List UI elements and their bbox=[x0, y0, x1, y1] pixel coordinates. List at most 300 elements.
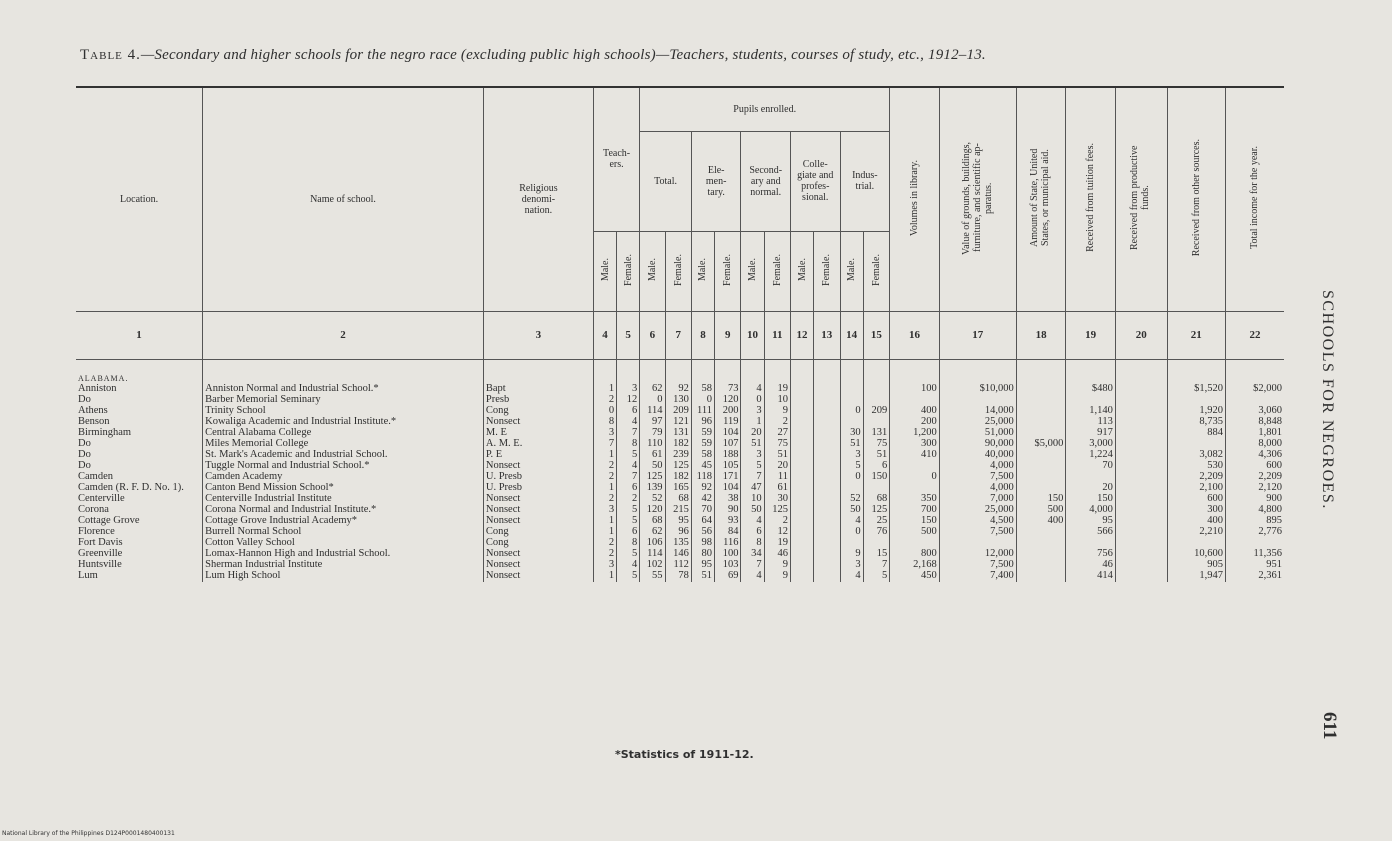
value-cell: 7,500 bbox=[939, 560, 1016, 571]
value-cell: 131 bbox=[665, 428, 691, 439]
value-cell: 79 bbox=[640, 428, 665, 439]
value-cell: 3,060 bbox=[1225, 406, 1284, 417]
value-cell: 93 bbox=[715, 516, 741, 527]
value-cell: 4,000 bbox=[939, 483, 1016, 494]
value-cell bbox=[1115, 560, 1167, 571]
col-productive: Received from productive funds. bbox=[1115, 87, 1167, 311]
denomination-cell: Nonsect bbox=[483, 560, 593, 571]
value-cell bbox=[814, 494, 840, 505]
value-cell: 70 bbox=[1066, 461, 1116, 472]
value-cell: 2 bbox=[593, 549, 616, 560]
value-cell: 8,848 bbox=[1225, 417, 1284, 428]
value-cell: 110 bbox=[640, 439, 665, 450]
denomination-cell: Nonsect bbox=[483, 516, 593, 527]
value-cell: 96 bbox=[691, 417, 714, 428]
value-cell bbox=[1016, 527, 1066, 538]
value-cell: 100 bbox=[890, 384, 940, 395]
value-cell: 7 bbox=[617, 428, 640, 439]
value-cell bbox=[840, 384, 863, 395]
location-cell: Florence bbox=[76, 527, 203, 538]
value-cell: 0 bbox=[593, 406, 616, 417]
value-cell: 4 bbox=[617, 560, 640, 571]
location-cell: Cottage Grove bbox=[76, 516, 203, 527]
value-cell: 209 bbox=[863, 406, 890, 417]
value-cell: 111 bbox=[691, 406, 714, 417]
value-cell: 80 bbox=[691, 549, 714, 560]
value-cell bbox=[1016, 461, 1066, 472]
value-cell: 68 bbox=[640, 516, 665, 527]
value-cell: 4 bbox=[617, 417, 640, 428]
value-cell bbox=[814, 406, 840, 417]
value-cell: 3,082 bbox=[1167, 450, 1225, 461]
value-cell: 3 bbox=[741, 406, 764, 417]
col-collegiate: Colle- giate and profes- sional. bbox=[790, 131, 840, 231]
denomination-cell: Nonsect bbox=[483, 494, 593, 505]
value-cell bbox=[790, 406, 813, 417]
value-cell bbox=[790, 549, 813, 560]
value-cell: 6 bbox=[617, 483, 640, 494]
value-cell: 2,776 bbox=[1225, 527, 1284, 538]
collegiate-female: Female. bbox=[814, 231, 840, 311]
value-cell: 800 bbox=[890, 549, 940, 560]
school-name-cell: Centerville Industrial Institute bbox=[203, 494, 484, 505]
value-cell: 25,000 bbox=[939, 417, 1016, 428]
scan-credit: National Library of the Philippines D124P0001480400131 bbox=[2, 830, 175, 837]
value-cell: 1,224 bbox=[1066, 450, 1116, 461]
value-cell: 46 bbox=[764, 549, 790, 560]
value-cell: 200 bbox=[890, 417, 940, 428]
location-cell: Do bbox=[76, 461, 203, 472]
value-cell bbox=[790, 527, 813, 538]
value-cell: 90,000 bbox=[939, 439, 1016, 450]
value-cell bbox=[814, 395, 840, 406]
value-cell bbox=[1115, 483, 1167, 494]
table-row bbox=[76, 560, 1284, 571]
value-cell: 73 bbox=[715, 384, 741, 395]
denomination-cell: U. Presb bbox=[483, 472, 593, 483]
value-cell bbox=[1016, 472, 1066, 483]
value-cell: 61 bbox=[640, 450, 665, 461]
value-cell bbox=[1115, 494, 1167, 505]
value-cell: 113 bbox=[1066, 417, 1116, 428]
table-row bbox=[76, 450, 1284, 461]
value-cell: 150 bbox=[1016, 494, 1066, 505]
denomination-cell: Nonsect bbox=[483, 505, 593, 516]
value-cell: 7 bbox=[863, 560, 890, 571]
value-cell: 905 bbox=[1167, 560, 1225, 571]
value-cell bbox=[1016, 395, 1066, 406]
school-name-cell: Trinity School bbox=[203, 406, 484, 417]
value-cell bbox=[1016, 384, 1066, 395]
value-cell: 52 bbox=[840, 494, 863, 505]
table-row bbox=[76, 571, 1284, 582]
running-head: SCHOOLS FOR NEGROES. bbox=[1319, 290, 1336, 510]
value-cell: 100 bbox=[715, 549, 741, 560]
value-cell: 34 bbox=[741, 549, 764, 560]
value-cell: 7,500 bbox=[939, 527, 1016, 538]
value-cell bbox=[1016, 560, 1066, 571]
value-cell bbox=[1066, 472, 1116, 483]
value-cell: 10,600 bbox=[1167, 549, 1225, 560]
value-cell: 9 bbox=[764, 406, 790, 417]
value-cell: 4 bbox=[840, 571, 863, 582]
school-name-cell: St. Mark's Academic and Industrial School. bbox=[203, 450, 484, 461]
location-cell: Fort Davis bbox=[76, 538, 203, 549]
value-cell: 0 bbox=[840, 406, 863, 417]
col-other: Received from other sources. bbox=[1167, 87, 1225, 311]
value-cell bbox=[840, 538, 863, 549]
value-cell: 4 bbox=[741, 384, 764, 395]
value-cell: 400 bbox=[1016, 516, 1066, 527]
value-cell: 300 bbox=[890, 439, 940, 450]
location-cell: Anniston bbox=[76, 384, 203, 395]
value-cell: 239 bbox=[665, 450, 691, 461]
value-cell: 0 bbox=[840, 472, 863, 483]
secondary-female: Female. bbox=[764, 231, 790, 311]
value-cell: 350 bbox=[890, 494, 940, 505]
value-cell: 530 bbox=[1167, 461, 1225, 472]
column-number: 9 bbox=[715, 311, 741, 359]
value-cell bbox=[1115, 571, 1167, 582]
value-cell: 2,210 bbox=[1167, 527, 1225, 538]
value-cell: 20 bbox=[1066, 483, 1116, 494]
value-cell: 8 bbox=[593, 417, 616, 428]
value-cell: 125 bbox=[665, 461, 691, 472]
value-cell: 125 bbox=[640, 472, 665, 483]
table-row bbox=[76, 549, 1284, 560]
value-cell bbox=[1115, 527, 1167, 538]
value-cell: 106 bbox=[640, 538, 665, 549]
value-cell: 1,920 bbox=[1167, 406, 1225, 417]
value-cell: 7 bbox=[741, 560, 764, 571]
table-body bbox=[76, 311, 1284, 582]
col-elementary: Ele- men- tary. bbox=[691, 131, 741, 231]
value-cell bbox=[1225, 395, 1284, 406]
value-cell: 6 bbox=[617, 527, 640, 538]
value-cell: 131 bbox=[863, 428, 890, 439]
value-cell bbox=[814, 516, 840, 527]
table-row bbox=[76, 417, 1284, 428]
value-cell: 19 bbox=[764, 384, 790, 395]
value-cell: 1 bbox=[741, 417, 764, 428]
value-cell: 500 bbox=[1016, 505, 1066, 516]
value-cell bbox=[814, 527, 840, 538]
value-cell: 64 bbox=[691, 516, 714, 527]
value-cell: 9 bbox=[764, 560, 790, 571]
collegiate-male: Male. bbox=[790, 231, 813, 311]
value-cell: 78 bbox=[665, 571, 691, 582]
value-cell: 68 bbox=[863, 494, 890, 505]
school-name-cell: Anniston Normal and Industrial School.* bbox=[203, 384, 484, 395]
col-teachers: Teach- ers. bbox=[593, 87, 639, 231]
value-cell bbox=[1115, 384, 1167, 395]
value-cell: 0 bbox=[741, 395, 764, 406]
value-cell: 52 bbox=[640, 494, 665, 505]
value-cell bbox=[863, 483, 890, 494]
value-cell: 5 bbox=[617, 571, 640, 582]
elementary-male: Male. bbox=[691, 231, 714, 311]
value-cell: 2,209 bbox=[1225, 472, 1284, 483]
value-cell: 5 bbox=[617, 549, 640, 560]
col-tuition: Received from tuition fees. bbox=[1066, 87, 1116, 311]
school-name-cell: Central Alabama College bbox=[203, 428, 484, 439]
value-cell bbox=[863, 395, 890, 406]
value-cell bbox=[863, 417, 890, 428]
value-cell: 5 bbox=[617, 516, 640, 527]
location-cell: Camden bbox=[76, 472, 203, 483]
value-cell bbox=[790, 472, 813, 483]
col-industrial: Indus- trial. bbox=[840, 131, 890, 231]
denomination-cell: Nonsect bbox=[483, 461, 593, 472]
value-cell: 95 bbox=[1066, 516, 1116, 527]
value-cell: 75 bbox=[764, 439, 790, 450]
value-cell: 104 bbox=[715, 428, 741, 439]
value-cell: 3,000 bbox=[1066, 439, 1116, 450]
column-number: 14 bbox=[840, 311, 863, 359]
col-value: Value of grounds, buildings, furniture, and scientific ap- paratus. bbox=[939, 87, 1016, 311]
value-cell: 150 bbox=[863, 472, 890, 483]
value-cell: 121 bbox=[665, 417, 691, 428]
value-cell bbox=[840, 483, 863, 494]
value-cell: 9 bbox=[840, 549, 863, 560]
column-number: 6 bbox=[640, 311, 665, 359]
column-number-row bbox=[76, 311, 1284, 359]
value-cell: 0 bbox=[691, 395, 714, 406]
value-cell bbox=[1115, 450, 1167, 461]
value-cell: 51,000 bbox=[939, 428, 1016, 439]
value-cell: 50 bbox=[640, 461, 665, 472]
value-cell: 11 bbox=[764, 472, 790, 483]
value-cell bbox=[814, 450, 840, 461]
value-cell: 566 bbox=[1066, 527, 1116, 538]
col-total-income: Total income for the year. bbox=[1225, 87, 1284, 311]
value-cell: 102 bbox=[640, 560, 665, 571]
value-cell: 125 bbox=[863, 505, 890, 516]
value-cell bbox=[790, 505, 813, 516]
value-cell: 2 bbox=[593, 461, 616, 472]
value-cell: 895 bbox=[1225, 516, 1284, 527]
state-label: ALABAMA. bbox=[76, 359, 203, 384]
value-cell bbox=[1016, 450, 1066, 461]
col-religious: Religious denomi- nation. bbox=[483, 87, 593, 311]
column-number: 18 bbox=[1016, 311, 1066, 359]
value-cell: 69 bbox=[715, 571, 741, 582]
value-cell: 200 bbox=[715, 406, 741, 417]
page-number: 611 bbox=[1319, 712, 1340, 740]
column-number: 11 bbox=[764, 311, 790, 359]
value-cell bbox=[814, 428, 840, 439]
value-cell bbox=[814, 538, 840, 549]
value-cell: $5,000 bbox=[1016, 439, 1066, 450]
value-cell: 2,209 bbox=[1167, 472, 1225, 483]
value-cell: 4,000 bbox=[1066, 505, 1116, 516]
value-cell: 2 bbox=[593, 395, 616, 406]
value-cell: 1 bbox=[593, 450, 616, 461]
value-cell: 51 bbox=[764, 450, 790, 461]
value-cell: 84 bbox=[715, 527, 741, 538]
school-name-cell: Miles Memorial College bbox=[203, 439, 484, 450]
value-cell: 8,735 bbox=[1167, 417, 1225, 428]
value-cell: 1 bbox=[593, 483, 616, 494]
value-cell bbox=[840, 395, 863, 406]
value-cell: 12,000 bbox=[939, 549, 1016, 560]
column-number: 17 bbox=[939, 311, 1016, 359]
value-cell bbox=[790, 395, 813, 406]
value-cell bbox=[1066, 395, 1116, 406]
value-cell: 8 bbox=[741, 538, 764, 549]
value-cell: 14,000 bbox=[939, 406, 1016, 417]
value-cell: 5 bbox=[617, 450, 640, 461]
denomination-cell: Cong bbox=[483, 406, 593, 417]
value-cell: 5 bbox=[617, 505, 640, 516]
value-cell: 114 bbox=[640, 549, 665, 560]
value-cell bbox=[1016, 538, 1066, 549]
value-cell: 51 bbox=[863, 450, 890, 461]
value-cell: 0 bbox=[640, 395, 665, 406]
value-cell: 2 bbox=[617, 494, 640, 505]
value-cell bbox=[814, 505, 840, 516]
value-cell bbox=[790, 494, 813, 505]
value-cell: 4,800 bbox=[1225, 505, 1284, 516]
value-cell bbox=[939, 538, 1016, 549]
value-cell bbox=[790, 483, 813, 494]
value-cell: $1,520 bbox=[1167, 384, 1225, 395]
value-cell: 1,140 bbox=[1066, 406, 1116, 417]
value-cell bbox=[790, 461, 813, 472]
value-cell: 19 bbox=[764, 538, 790, 549]
value-cell: 27 bbox=[764, 428, 790, 439]
value-cell: 61 bbox=[764, 483, 790, 494]
value-cell: 105 bbox=[715, 461, 741, 472]
denomination-cell: U. Presb bbox=[483, 483, 593, 494]
value-cell: 98 bbox=[691, 538, 714, 549]
value-cell: 6 bbox=[863, 461, 890, 472]
value-cell: 6 bbox=[741, 527, 764, 538]
col-total: Total. bbox=[640, 131, 692, 231]
value-cell: 51 bbox=[691, 571, 714, 582]
table-title bbox=[80, 47, 1260, 64]
value-cell: 42 bbox=[691, 494, 714, 505]
value-cell: 40,000 bbox=[939, 450, 1016, 461]
column-number: 10 bbox=[741, 311, 764, 359]
table-row bbox=[76, 472, 1284, 483]
value-cell: 45 bbox=[691, 461, 714, 472]
value-cell bbox=[790, 428, 813, 439]
school-name-cell: Corona Normal and Industrial Institute.* bbox=[203, 505, 484, 516]
value-cell bbox=[1115, 549, 1167, 560]
value-cell: 25 bbox=[863, 516, 890, 527]
table-row bbox=[76, 439, 1284, 450]
value-cell bbox=[1115, 472, 1167, 483]
column-number: 15 bbox=[863, 311, 890, 359]
value-cell: 300 bbox=[1167, 505, 1225, 516]
value-cell: 62 bbox=[640, 527, 665, 538]
value-cell: 114 bbox=[640, 406, 665, 417]
location-cell: Do bbox=[76, 450, 203, 461]
col-secondary: Second- ary and normal. bbox=[741, 131, 791, 231]
value-cell: 1,200 bbox=[890, 428, 940, 439]
value-cell: 215 bbox=[665, 505, 691, 516]
value-cell: $10,000 bbox=[939, 384, 1016, 395]
location-cell: Corona bbox=[76, 505, 203, 516]
denomination-cell: Nonsect bbox=[483, 417, 593, 428]
value-cell: 182 bbox=[665, 472, 691, 483]
col-pupils: Pupils enrolled. bbox=[640, 87, 890, 131]
value-cell: 20 bbox=[741, 428, 764, 439]
value-cell: 97 bbox=[640, 417, 665, 428]
value-cell: 130 bbox=[665, 395, 691, 406]
value-cell bbox=[1016, 483, 1066, 494]
value-cell: 0 bbox=[890, 472, 940, 483]
value-cell bbox=[790, 417, 813, 428]
value-cell: 59 bbox=[691, 439, 714, 450]
value-cell bbox=[790, 450, 813, 461]
value-cell bbox=[1016, 571, 1066, 582]
value-cell: 1 bbox=[593, 527, 616, 538]
value-cell bbox=[814, 571, 840, 582]
column-number: 7 bbox=[665, 311, 691, 359]
value-cell: 12 bbox=[764, 527, 790, 538]
value-cell: 2 bbox=[764, 516, 790, 527]
value-cell: 90 bbox=[715, 505, 741, 516]
value-cell: 51 bbox=[741, 439, 764, 450]
column-number: 22 bbox=[1225, 311, 1284, 359]
value-cell bbox=[1115, 439, 1167, 450]
value-cell bbox=[814, 560, 840, 571]
value-cell: 165 bbox=[665, 483, 691, 494]
column-number: 4 bbox=[593, 311, 616, 359]
value-cell: 0 bbox=[840, 527, 863, 538]
school-name-cell: Canton Bend Mission School* bbox=[203, 483, 484, 494]
value-cell: 120 bbox=[640, 505, 665, 516]
value-cell: 3 bbox=[593, 560, 616, 571]
location-cell: Lum bbox=[76, 571, 203, 582]
value-cell: 3 bbox=[840, 560, 863, 571]
value-cell: 8 bbox=[617, 439, 640, 450]
col-amount-state: Amount of State, United States, or municipal aid. bbox=[1016, 87, 1066, 311]
elementary-female: Female. bbox=[715, 231, 741, 311]
value-cell bbox=[1167, 439, 1225, 450]
table-header bbox=[76, 87, 1284, 311]
value-cell: 12 bbox=[617, 395, 640, 406]
value-cell: 116 bbox=[715, 538, 741, 549]
value-cell: 112 bbox=[665, 560, 691, 571]
table-row bbox=[76, 384, 1284, 395]
value-cell: 4 bbox=[741, 516, 764, 527]
value-cell: 414 bbox=[1066, 571, 1116, 582]
value-cell: 951 bbox=[1225, 560, 1284, 571]
value-cell bbox=[1115, 406, 1167, 417]
school-name-cell: Barber Memorial Seminary bbox=[203, 395, 484, 406]
value-cell: 3 bbox=[741, 450, 764, 461]
value-cell: 50 bbox=[840, 505, 863, 516]
denomination-cell: Cong bbox=[483, 538, 593, 549]
denomination-cell: Bapt bbox=[483, 384, 593, 395]
column-number: 20 bbox=[1115, 311, 1167, 359]
value-cell bbox=[1115, 428, 1167, 439]
location-cell: Birmingham bbox=[76, 428, 203, 439]
value-cell: 1 bbox=[593, 384, 616, 395]
value-cell: 1,801 bbox=[1225, 428, 1284, 439]
value-cell bbox=[790, 439, 813, 450]
value-cell: 5 bbox=[863, 571, 890, 582]
value-cell: 3 bbox=[840, 450, 863, 461]
teachers-female: Female. bbox=[617, 231, 640, 311]
school-name-cell: Lum High School bbox=[203, 571, 484, 582]
secondary-male: Male. bbox=[741, 231, 764, 311]
value-cell: 2 bbox=[593, 494, 616, 505]
col-location: Location. bbox=[76, 87, 203, 311]
